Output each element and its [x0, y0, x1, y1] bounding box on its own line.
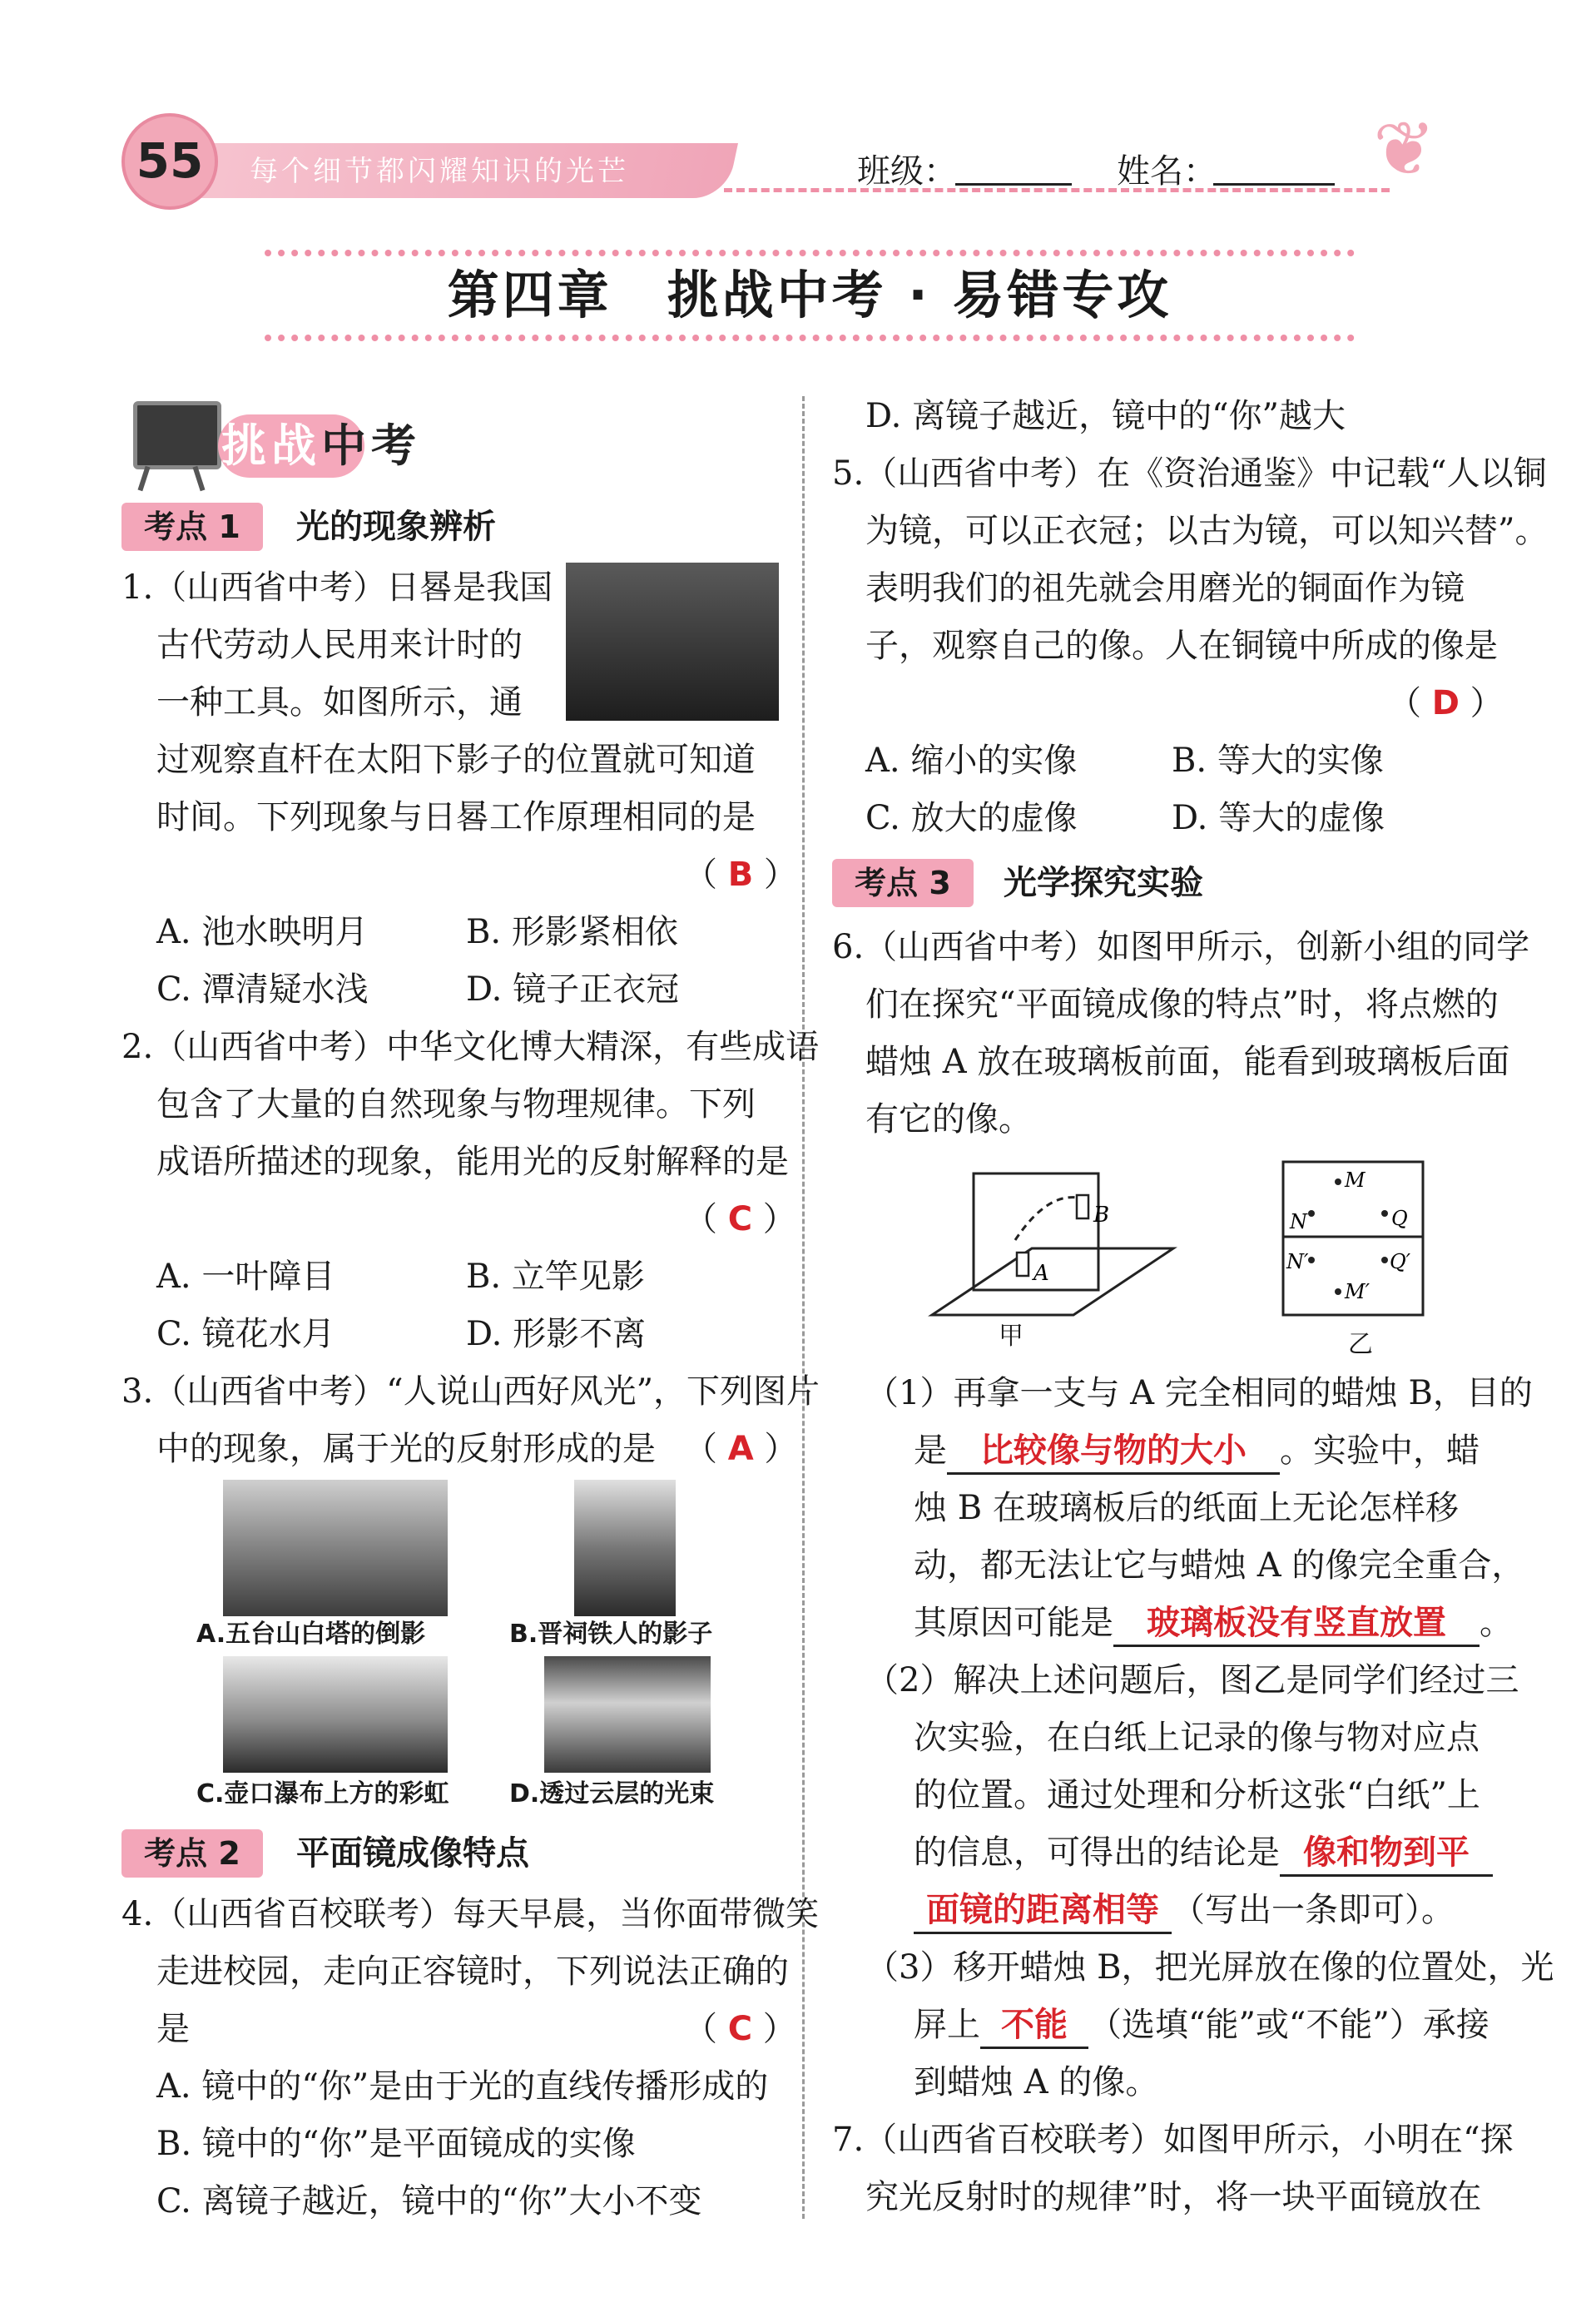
q6-p2-line4 — [914, 1824, 1493, 1882]
q1-line2: 古代劳动人民用来计时的 — [156, 626, 523, 664]
fig-label-Q: Q — [1391, 1207, 1408, 1230]
kp2-title: 平面镜成像特点 — [296, 1834, 529, 1873]
q6-p1-reason-suffix: 。 — [1480, 1604, 1513, 1642]
q5-option-a: A. 缩小的实像 — [865, 742, 1078, 780]
class-label: 班级： — [857, 152, 957, 191]
q2-option-c: C. 镜花水月 — [156, 1315, 335, 1353]
page-title: 第四章 挑战中考 · 易错专攻 — [447, 265, 1172, 325]
q2-line1: 2.（山西省中考）中华文化博大精深，有些成语 — [121, 1028, 820, 1066]
q3-caption-b: B.晋祠铁人的影子 — [509, 1620, 713, 1649]
q3-line2: 中的现象，属于光的反射形成的是 — [156, 1430, 656, 1468]
q3-caption-d: D.透过云层的光束 — [509, 1779, 715, 1808]
cloud-light-beam-photo — [544, 1656, 711, 1773]
fig-label-N: N — [1290, 1210, 1307, 1233]
q4-option-c: C. 离镜子越近，镜中的“你”大小不变 — [156, 2182, 702, 2220]
q6-p1-prefix: 是 — [914, 1431, 947, 1470]
q6-p2-suffix: （写出一条即可）。 — [1172, 1891, 1455, 1929]
q7-line1: 7.（山西省百校联考）如图甲所示，小明在“探 — [832, 2121, 1514, 2159]
figure-jia-caption: 甲 — [999, 1322, 1024, 1351]
q6-line4: 有它的像。 — [865, 1100, 1032, 1139]
kp1-tag: 考点 1 — [144, 509, 240, 545]
jinci-iron-man-photo — [574, 1480, 676, 1616]
kp3-title: 光学探究实验 — [1004, 864, 1203, 902]
hukou-waterfall-photo — [223, 1656, 448, 1773]
kp1-title: 光的现象辨析 — [296, 508, 496, 546]
q3-caption-a: A.五台山白塔的倒影 — [196, 1620, 426, 1649]
q1-line3: 一种工具。如图所示，通 — [156, 683, 523, 722]
q1-line1: 1.（山西省中考）日晷是我国 — [121, 568, 553, 607]
name-label: 姓名： — [1117, 152, 1217, 191]
q1-option-a: A. 池水映明月 — [156, 913, 369, 951]
section-title-part2: 中考 — [321, 419, 421, 472]
figure-yi-record-paper — [1278, 1157, 1428, 1320]
q5-answer: （ D ） — [1388, 684, 1504, 722]
q5-line3: 表明我们的祖先就会用磨光的铜面作为镜 — [865, 569, 1465, 608]
figure-yi-caption: 乙 — [1348, 1330, 1373, 1359]
q7-line2: 究光反射时的规律”时，将一块平面镜放在 — [865, 2178, 1482, 2216]
q2-answer-letter: C — [727, 1200, 753, 1238]
q6-p1-line4: 动，都无法让它与蜡烛 A 的像完全重合， — [914, 1546, 1525, 1585]
q2-option-b: B. 立竿见影 — [466, 1258, 645, 1296]
q1-option-b: B. 形影紧相依 — [466, 913, 678, 951]
q3-caption-c: C.壶口瀑布上方的彩虹 — [196, 1779, 449, 1808]
q6-line2: 们在探究“平面镜成像的特点”时，将点燃的 — [865, 985, 1499, 1024]
q4-answer-letter: C — [727, 2010, 753, 2048]
q5-option-c: C. 放大的虚像 — [865, 799, 1078, 837]
column-divider — [802, 396, 805, 2219]
q1-answer: （ B ） — [684, 856, 797, 894]
fig-label-M-prime: M′ — [1345, 1280, 1370, 1303]
q4-option-d: D. 离镜子越近，镜中的“你”越大 — [865, 397, 1346, 435]
fig-label-N-prime: N′ — [1286, 1250, 1309, 1273]
kp3-tag: 考点 3 — [855, 865, 951, 901]
q4-line3: 是 — [156, 2010, 190, 2048]
q5-line2: 为镜，可以正衣冠；以古为镜，可以知兴替”。 — [865, 512, 1549, 550]
q6-p3-prefix: 屏上 — [914, 2006, 980, 2044]
q6-p1-line3: 烛 B 在玻璃板后的纸面上无论怎样移 — [914, 1489, 1459, 1527]
q6-p2-line1: （2）解决上述问题后，图乙是同学们经过三 — [865, 1661, 1519, 1699]
kp2-tag: 考点 2 — [144, 1835, 240, 1872]
name-field[interactable] — [1213, 183, 1335, 186]
class-field[interactable] — [955, 183, 1072, 186]
q5-answer-letter: D — [1431, 684, 1460, 722]
q6-line1: 6.（山西省中考）如图甲所示，创新小组的同学 — [832, 928, 1530, 966]
q5-line4: 子，观察自己的像。人在铜镜中所成的像是 — [865, 627, 1498, 665]
q6-p1-line1: （1）再拿一支与 A 完全相同的蜡烛 B，目的 — [865, 1374, 1533, 1412]
q4-answer: （ C ） — [684, 2010, 796, 2048]
q6-p1-line5 — [914, 1595, 1513, 1652]
section-title-part1: 挑战 — [221, 419, 321, 472]
q5-option-b: B. 等大的实像 — [1172, 742, 1384, 780]
q6-line3: 蜡烛 A 放在玻璃板前面，能看到玻璃板后面 — [865, 1043, 1510, 1081]
header-banner-text: 每个细节都闪耀知识的光芒 — [250, 155, 629, 188]
q4-line2: 走进校园，走向正容镜时，下列说法正确的 — [156, 1952, 789, 1991]
q6-p1-suffix: 。实验中，蜡 — [1280, 1431, 1480, 1470]
q6-p1-reason-prefix: 其原因可能是 — [914, 1604, 1113, 1642]
fig-label-B: B — [1093, 1203, 1110, 1228]
q2-answer: （ C ） — [684, 1200, 796, 1238]
q6-p3-answer[interactable]: 不能 — [980, 2003, 1088, 2049]
q1-line5: 时间。下列现象与日晷工作原理相同的是 — [156, 798, 756, 836]
fig-label-Q-prime: Q′ — [1390, 1250, 1411, 1273]
q4-option-a: A. 镜中的“你”是由于光的直线传播形成的 — [156, 2067, 769, 2106]
wutai-pagoda-photo — [223, 1480, 448, 1616]
q3-answer-letter: A — [727, 1430, 754, 1468]
q4-option-b: B. 镜中的“你”是平面镜成的实像 — [156, 2125, 636, 2163]
q3-line1: 3.（山西省中考）“人说山西好风光”，下列图片 — [121, 1372, 820, 1411]
q5-option-d: D. 等大的虚像 — [1172, 799, 1385, 837]
q6-p1-answer1[interactable]: 比较像与物的大小 — [947, 1429, 1280, 1475]
section-title — [221, 416, 421, 476]
q6-p3-suffix: （选填“能”或“不能”）承接 — [1088, 2006, 1489, 2044]
q6-p2-answer-part2[interactable]: 面镜的距离相等 — [914, 1888, 1172, 1934]
q6-p3-line3: 到蜡烛 A 的像。 — [914, 2063, 1159, 2101]
q6-p3-line2 — [914, 1997, 1489, 2054]
q6-p1-line2 — [914, 1422, 1480, 1480]
fig-label-M: M — [1345, 1168, 1366, 1192]
q1-option-d: D. 镜子正衣冠 — [466, 970, 680, 1009]
q5-line1: 5.（山西省中考）在《资治通鉴》中记载“人以铜 — [832, 454, 1547, 493]
q6-p2-line5 — [914, 1882, 1455, 1939]
q6-p1-answer2[interactable]: 玻璃板没有竖直放置 — [1113, 1601, 1480, 1647]
q6-p3-line1: （3）移开蜡烛 B，把光屏放在像的位置处，光 — [865, 1948, 1554, 1987]
chalkboard-leg — [138, 466, 151, 491]
q2-option-d: D. 形影不离 — [466, 1315, 647, 1353]
q6-p2-line2: 次实验，在白纸上记录的像与物对应点 — [914, 1719, 1480, 1757]
q1-option-c: C. 潭清疑水浅 — [156, 970, 369, 1009]
page-number: 55 — [136, 132, 204, 189]
flourish-decoration: ❦ — [1373, 106, 1436, 193]
header-divider — [724, 188, 1390, 192]
chalkboard-leg — [193, 466, 206, 491]
q6-p2-answer-part1[interactable]: 像和物到平 — [1280, 1831, 1493, 1877]
q4-line1: 4.（山西省百校联考）每天早晨，当你面带微笑 — [121, 1895, 820, 1933]
q3-answer: （ A ） — [684, 1430, 798, 1468]
q2-line3: 成语所描述的现象，能用光的反射解释的是 — [156, 1143, 789, 1181]
fig-label-A: A — [1033, 1261, 1049, 1286]
q2-option-a: A. 一叶障目 — [156, 1258, 335, 1296]
q1-answer-letter: B — [727, 856, 754, 894]
q6-p2-prefix: 的信息，可得出的结论是 — [914, 1833, 1280, 1872]
figure-jia-glass-plate — [924, 1157, 1190, 1373]
q6-p2-line3: 的位置。通过处理和分析这张“白纸”上 — [914, 1776, 1480, 1814]
q2-line2: 包含了大量的自然现象与物理规律。下列 — [156, 1085, 756, 1124]
sundial-photo — [566, 563, 779, 721]
chalkboard-icon — [133, 401, 221, 469]
q1-line4: 过观察直杆在太阳下影子的位置就可知道 — [156, 741, 756, 779]
